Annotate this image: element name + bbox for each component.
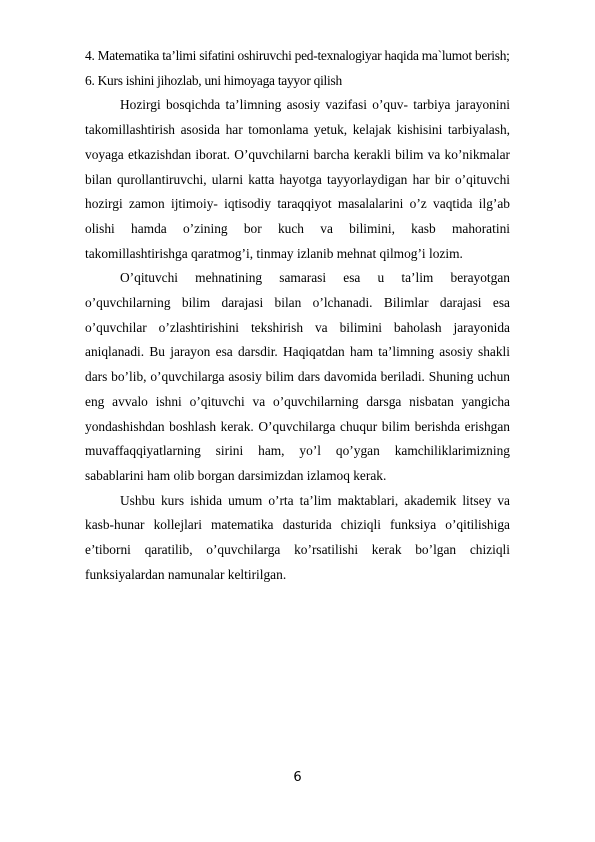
list-item-6: 6. Kurs ishini jihozlab, uni himoyaga tayyor qilish bbox=[85, 72, 342, 88]
page-number: 6 bbox=[293, 770, 302, 785]
document-body bbox=[85, 44, 510, 587]
list-item-4: 4. Matematika ta’limi sifatini oshiruvchi ped-texnalogiyar haqida ma`lumot berish; bbox=[85, 48, 510, 63]
paragraph-2: O’qituvchi mehnatining samarasi esa u ta’lim berayotgan o’quvchilarning bilim darajasi bilan o’lchanadi. Bilimlar darajasi esa o’quvchilar o’zlashtirishini tekshirish va bilimini baholash jarayonida aniqlanadi. Bu jarayon esa darsdir. Haqiqatdan ham ta’limning asosiy shakli dars bo’lib, o’quvchilarga asosiy bilim dars davomida beriladi. Shuning uchun eng avvalo ishni o’qituvchi va o’quvchilarning darsga nisbatan yangicha yondashishdan boshlash kerak. O’quvchilarga chuqur bilim berishda erishgan muvaffaqqiyatlarning sirini ham, yo’l qo’ygan kamchiliklarimizning sabablarini ham olib borgan darsimizdan izlamoq kerak. bbox=[85, 270, 510, 483]
paragraph-3: Ushbu kurs ishida umum o’rta ta’lim maktablari, akademik litsey va kasb-hunar kollejlari matematika dasturida chiziqli funksiya o’qitilishiga e’tiborni qaratilib, o’quvchilarga ko’rsatilishi kerak bo’lgan chiziqli funksiyalardan namunalar keltirilgan. bbox=[85, 492, 510, 582]
paragraph-1: Hozirgi bosqichda ta’limning asosiy vazifasi o’quv- tarbiya jarayonini takomillashtirish asosida har tomonlama yetuk, kelajak kishisini tarbiyalash, voyaga etkazishdan iborat. O’quvchilarni barcha kerakli bilim va ko’nikmalar bilan qurollantiruvchi, ularni katta hayotga tayyorlaydigan har bir o’qituvchi hozirgi zamon ijtimoiy- iqtisodiy taraqqiyot masalalarini o’z vaqtida ilg’ab olishi hamda o’zining bor kuch va bilimini, kasb mahoratini takomillashtirishga qaratmog’i, tinmay izlanib mehnat qilmog’i lozim. bbox=[85, 97, 510, 261]
